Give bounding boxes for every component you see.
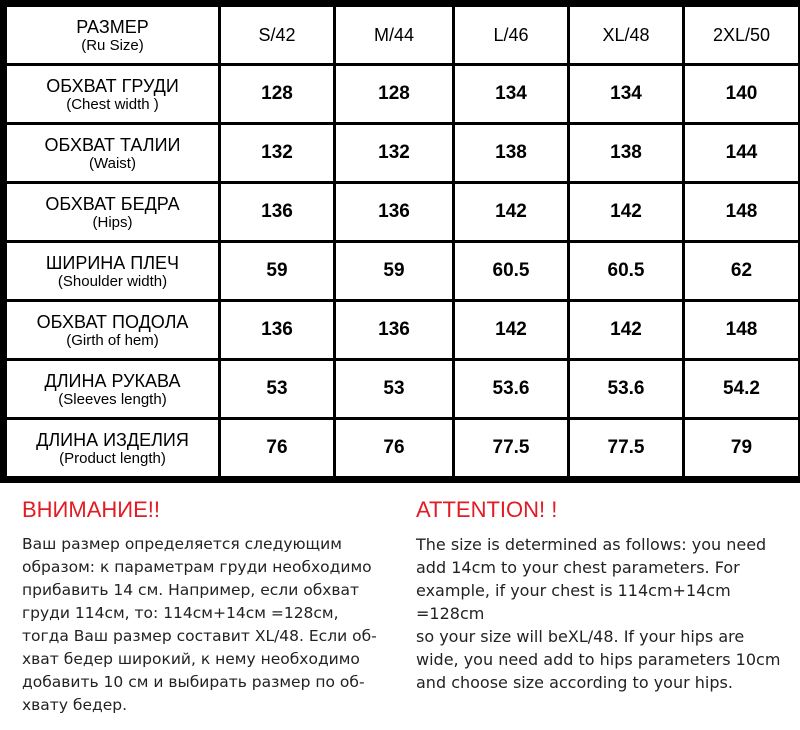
value-cell: 53.6 [455, 361, 567, 417]
value-cell: 142 [455, 302, 567, 358]
value-cell: 134 [570, 66, 682, 122]
notice-russian [22, 497, 402, 717]
value-cell: 132 [221, 125, 333, 181]
row-label-cell [7, 361, 218, 417]
notice-line: хвату бедер. [22, 696, 128, 714]
row-label-cell [7, 184, 218, 240]
row-label-ru: ОБХВАТ ГРУДИ [46, 75, 179, 96]
row-label-cell [7, 125, 218, 181]
header-label-en: (Ru Size) [81, 36, 144, 54]
value-cell: 59 [336, 243, 452, 299]
value-cell: 128 [336, 66, 452, 122]
notice-line: add 14cm to your chest parameters. For [416, 558, 740, 577]
size-header-2: L/46 [455, 7, 567, 63]
value-cell: 138 [455, 125, 567, 181]
row-label-ru: ШИРИНА ПЛЕЧ [45, 252, 180, 273]
value-cell: 136 [336, 184, 452, 240]
value-cell: 128 [221, 66, 333, 122]
table-row [7, 125, 798, 181]
table-row [7, 361, 798, 417]
value-cell: 76 [221, 420, 333, 476]
notice-line: хват бедер широкий, к нему необходимо [22, 650, 360, 668]
notice-line: прибавить 14 см. Например, если обхват [22, 581, 360, 599]
notice-russian-text [22, 533, 402, 717]
row-label-cell [7, 243, 218, 299]
value-cell: 79 [685, 420, 798, 476]
table-row [7, 302, 798, 358]
row-label-ru: ДЛИНА ИЗДЕЛИЯ [36, 429, 189, 450]
row-label-cell [7, 420, 218, 476]
value-cell: 144 [685, 125, 798, 181]
value-cell: 136 [221, 302, 333, 358]
notice-line: The size is determined as follows: you need [416, 535, 767, 554]
value-cell: 140 [685, 66, 798, 122]
value-cell: 62 [685, 243, 798, 299]
value-cell: 132 [336, 125, 452, 181]
notice-line: добавить 10 см и выбирать размер по об- [22, 673, 365, 691]
value-cell: 54.2 [685, 361, 798, 417]
value-cell: 148 [685, 184, 798, 240]
size-chart-body [7, 7, 798, 476]
value-cell: 53 [221, 361, 333, 417]
value-cell: 59 [221, 243, 333, 299]
row-label-ru: ОБХВАТ ПОДОЛА [36, 311, 189, 332]
notice-line: тогда Ваш размер составит XL/48. Если об- [22, 627, 377, 645]
value-cell: 136 [336, 302, 452, 358]
value-cell: 148 [685, 302, 798, 358]
row-label-en: (Girth of hem) [66, 331, 159, 349]
value-cell: 134 [455, 66, 567, 122]
notice-line: образом: к параметрам груди необходимо [22, 558, 372, 576]
size-header-0: S/42 [221, 7, 333, 63]
value-cell: 60.5 [455, 243, 567, 299]
size-header-4: 2XL/50 [685, 7, 798, 63]
notice-line: wide, you need add to hips parameters 10cm [416, 650, 781, 669]
value-cell: 53.6 [570, 361, 682, 417]
row-label-en: (Hips) [92, 213, 133, 231]
value-cell: 76 [336, 420, 452, 476]
notice-english-title: ATTENTION! ! [416, 497, 558, 522]
row-label-en: (Waist) [89, 154, 136, 172]
table-row [7, 420, 798, 476]
table-row [7, 243, 798, 299]
table-row [7, 66, 798, 122]
size-header-1: M/44 [336, 7, 452, 63]
header-row [7, 7, 798, 63]
notice-line: so your size will beXL/48. If your hips are [416, 627, 745, 646]
header-label-cell [7, 7, 218, 63]
value-cell: 77.5 [570, 420, 682, 476]
table-row [7, 184, 798, 240]
value-cell: 142 [455, 184, 567, 240]
notice-line: Ваш размер определяется следующим [22, 535, 342, 553]
row-label-en: (Sleeves length) [58, 390, 167, 408]
row-label-en: (Shoulder width) [57, 272, 168, 290]
row-label-cell [7, 66, 218, 122]
notice-line: example, if your chest is 114cm+14cm =128cm [416, 581, 731, 623]
value-cell: 138 [570, 125, 682, 181]
value-cell: 136 [221, 184, 333, 240]
row-label-ru: ОБХВАТ ТАЛИИ [44, 134, 181, 155]
value-cell: 142 [570, 184, 682, 240]
row-label-ru: ОБХВАТ БЕДРА [45, 193, 180, 214]
value-cell: 77.5 [455, 420, 567, 476]
value-cell: 142 [570, 302, 682, 358]
value-cell: 60.5 [570, 243, 682, 299]
size-header-3: XL/48 [570, 7, 682, 63]
notice-english-text [416, 533, 800, 694]
row-label-en: (Product length) [59, 449, 166, 467]
header-label-ru: РАЗМЕР [76, 16, 149, 37]
notice-english [416, 497, 800, 694]
notice-line: and choose size according to your hips. [416, 673, 733, 692]
size-chart-table [4, 4, 800, 479]
row-label-en: (Chest width ) [66, 95, 159, 113]
row-label-ru: ДЛИНА РУКАВА [44, 370, 181, 391]
notice-russian-title: ВНИМАНИЕ!! [22, 497, 160, 522]
value-cell: 53 [336, 361, 452, 417]
notice-line: груди 114см, то: 114см+14см =128см, [22, 604, 339, 622]
row-label-cell [7, 302, 218, 358]
